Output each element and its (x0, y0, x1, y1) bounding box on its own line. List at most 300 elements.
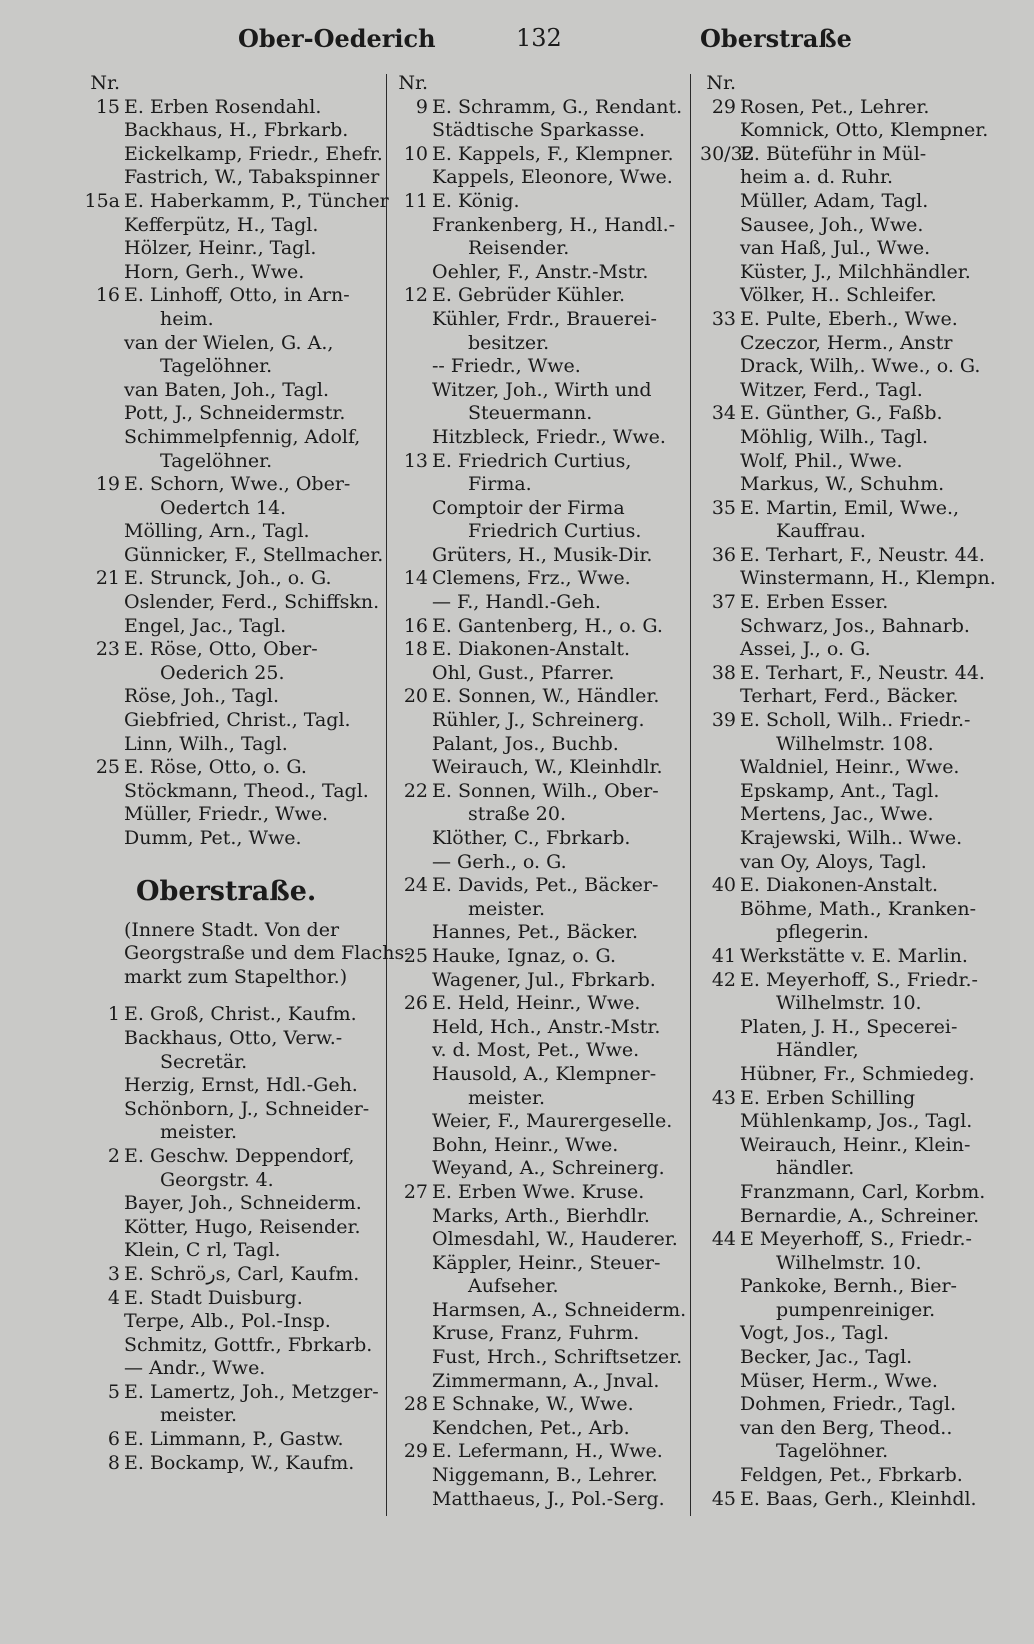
entry-text: Rühler, J., Schreinerg. (432, 709, 645, 732)
column-2 (392, 72, 686, 1511)
entry-text: Tagelöhner. (160, 355, 273, 378)
directory-line (392, 851, 686, 875)
entry-text: Röse, Joh., Tagl. (124, 685, 280, 708)
directory-line (700, 72, 992, 96)
entry-text: Backhaus, Otto, Verw.- (124, 1026, 343, 1049)
house-number: 33 (711, 307, 736, 330)
entry-text: Tagelöhner. (160, 449, 273, 472)
directory-line (84, 1216, 380, 1240)
entry-text: E. Diakonen-Anstalt. (740, 874, 939, 897)
directory-line (392, 355, 686, 379)
directory-line (392, 1157, 686, 1181)
directory-line (84, 497, 380, 521)
house-number: 42 (711, 968, 736, 991)
entry-text: Komnick, Otto, Klempner. (740, 119, 989, 142)
directory-line (700, 733, 992, 757)
directory-line (700, 615, 992, 639)
directory-line (700, 1134, 992, 1158)
entry-text: meister. (468, 897, 546, 920)
directory-line (84, 1287, 380, 1311)
entry-text: Hübner, Fr., Schmiedeg. (740, 1062, 975, 1085)
entry-text: van der Wielen, G. A., (124, 331, 334, 354)
directory-line (84, 919, 380, 943)
entry-text: Stöckmann, Theod., Tagl. (124, 779, 369, 802)
directory-line (392, 544, 686, 568)
directory-line (392, 1016, 686, 1040)
entry-text: Mertens, Jac., Wwe. (740, 803, 934, 826)
section-title: Oberstraße. (136, 875, 317, 907)
house-number: 44 (711, 1228, 736, 1251)
entry-text: Hausold, A., Klempner- (432, 1062, 657, 1085)
entry-text: E. Günther, G., Faßb. (740, 402, 943, 425)
entry-text: Kefferpütz, H., Tagl. (124, 213, 319, 236)
entry-text: Harmsen, A., Schneiderm. (432, 1298, 687, 1321)
directory-line (700, 1228, 992, 1252)
running-header-right: Oberstraße (700, 24, 852, 53)
directory-line (700, 214, 992, 238)
directory-line (392, 1205, 686, 1229)
entry-text: Weirauch, Heinr., Klein- (740, 1133, 971, 1156)
entry-text: Fastrich, W., Tabakspinner (124, 166, 380, 189)
entry-text: E. Meyerhoff, S., Friedr.- (740, 968, 978, 991)
entry-text: van den Berg, Theod.. (740, 1416, 953, 1439)
house-number: 45 (711, 1487, 736, 1510)
directory-line (700, 96, 992, 120)
entry-text: Giebfried, Christ., Tagl. (124, 709, 351, 732)
house-number: 29 (711, 95, 736, 118)
directory-line (84, 662, 380, 686)
entry-text: pflegerin. (776, 921, 869, 944)
entry-text: E. Martin, Emil, Wwe., (740, 496, 960, 519)
entry-text: E. Terhart, F., Neustr. 44. (740, 661, 985, 684)
entry-text: E. Kappels, F., Klempner. (432, 142, 674, 165)
entry-text: Mühlenkamp, Jos., Tagl. (740, 1110, 973, 1133)
entry-text: Müller, Friedr., Wwe. (124, 803, 329, 826)
entry-text: Clemens, Frz., Wwe. (432, 567, 631, 590)
entry-text: E Schnake, W., Wwe. (432, 1393, 634, 1416)
directory-line (700, 1063, 992, 1087)
entry-text: E. Limmann, P., Gastw. (124, 1428, 344, 1451)
entry-text: Winstermann, H., Klempn. (740, 567, 996, 590)
entry-text: Städtische Sparkasse. (432, 119, 645, 142)
entry-text: Platen, J. H., Specerei- (740, 1015, 958, 1038)
entry-text: Wagener, Jul., Fbrkarb. (432, 968, 656, 991)
entry-text: Dohmen, Friedr., Tagl. (740, 1393, 957, 1416)
directory-line (700, 355, 992, 379)
entry-text: Krajewski, Wilh.. Wwe. (740, 827, 963, 849)
directory-line (392, 591, 686, 615)
house-number: 4 (107, 1286, 120, 1309)
directory-line (700, 520, 992, 544)
entry-text: E. Gebrüder Kühler. (432, 284, 625, 307)
directory-line (700, 261, 992, 285)
directory-line (700, 638, 992, 662)
entry-text: Grüters, H., Musik-Dir. (432, 543, 653, 566)
entry-text: Reisender. (468, 237, 570, 260)
directory-line (392, 1134, 686, 1158)
entry-text: Küster, J., Milchhändler. (740, 260, 971, 283)
house-number: 39 (711, 709, 736, 732)
directory-line (392, 379, 686, 403)
directory-line (700, 1205, 992, 1229)
directory-line (84, 450, 380, 474)
directory-line (700, 685, 992, 709)
house-number: 19 (95, 473, 120, 496)
column-divider (386, 74, 387, 1516)
directory-line (84, 543, 384, 568)
house-number: 11 (403, 189, 428, 212)
house-number: 15a (84, 189, 120, 212)
entry-text: Bohn, Heinr., Wwe. (432, 1133, 619, 1156)
directory-line (84, 1145, 380, 1169)
directory-line (392, 1252, 686, 1276)
directory-line (84, 591, 380, 615)
directory-line (84, 520, 380, 544)
directory-line (84, 332, 380, 356)
entry-text: Händler, (776, 1039, 859, 1062)
house-number: 25 (403, 944, 428, 967)
directory-line (392, 756, 686, 780)
entry-text: van Haß, Jul., Wwe. (740, 237, 931, 260)
directory-line (700, 1016, 992, 1040)
directory-line (700, 284, 992, 308)
entry-text: E. Erben Wwe. Kruse. (432, 1180, 645, 1203)
entry-text: E. Sonnen, W., Händler. (432, 685, 660, 708)
directory-line (392, 214, 686, 238)
entry-text: E. Friedrich Curtius, (432, 449, 632, 472)
house-number: 10 (403, 142, 428, 165)
entry-text: Klein, C rl, Tagl. (124, 1239, 281, 1262)
directory-line (392, 567, 686, 591)
directory-line (392, 733, 686, 757)
entry-text: Pankoke, Bernh., Bier- (740, 1275, 957, 1298)
entry-text: Wilhelmstr. 108. (776, 732, 934, 755)
directory-line (84, 803, 380, 827)
directory-line (84, 1334, 380, 1358)
entry-text: Georgstraße und dem Flachs- (124, 942, 411, 965)
directory-line (84, 1381, 380, 1405)
entry-text: Kötter, Hugo, Reisender. (124, 1215, 361, 1238)
entry-text: E. Schramm, G., Rendant. (432, 95, 683, 118)
directory-line (392, 497, 686, 521)
directory-line (84, 1239, 380, 1263)
directory-line (700, 1275, 992, 1299)
directory-line (84, 214, 380, 238)
entry-text: Comptoir der Firma (432, 496, 625, 519)
entry-text: E. Strunck, Joh., o. G. (124, 567, 332, 590)
entry-text: Sausee, Joh., Wwe. (740, 213, 924, 236)
column-divider (690, 74, 691, 1516)
entry-text: E Meyerhoff, S., Friedr.- (740, 1228, 972, 1251)
directory-line (84, 1121, 380, 1145)
column-3 (700, 72, 996, 1511)
directory-line (392, 1393, 686, 1417)
directory-line (392, 1087, 686, 1111)
directory-line (84, 189, 389, 214)
entry-text: Weirauch, W., Kleinhdlr. (432, 756, 663, 779)
entry-text: Günnicker, F., Stellmacher. (124, 543, 384, 566)
entry-text: Oehler, F., Anstr.-Mstr. (432, 260, 649, 283)
directory-line (392, 308, 686, 332)
entry-text: Firma. (468, 473, 532, 496)
directory-line (700, 780, 992, 804)
entry-text: v. d. Most, Pet., Wwe. (432, 1039, 640, 1062)
entry-text: E. Groß, Christ., Kaufm. (124, 1003, 357, 1026)
directory-line (700, 1087, 992, 1111)
entry-text: van Oy, Aloys, Tagl. (740, 850, 927, 873)
entry-text: E. Stadt Duisburg. (124, 1286, 303, 1309)
directory-line (700, 1488, 992, 1512)
entry-text: Pott, J., Schneidermstr. (124, 402, 346, 425)
directory-line (84, 119, 380, 143)
block-gap (84, 989, 380, 1003)
directory-line (392, 1228, 686, 1252)
entry-text: Dumm, Pet., Wwe. (124, 827, 302, 849)
entry-text: Klöther, C., Fbrkarb. (432, 827, 631, 849)
directory-line (392, 1488, 686, 1512)
entry-text: — F., Handl.-Geh. (432, 591, 601, 614)
directory-line (84, 1404, 380, 1428)
entry-text: E. Lefermann, H., Wwe. (432, 1440, 663, 1463)
house-number: 12 (403, 284, 428, 307)
directory-line (392, 874, 686, 898)
entry-text: van Baten, Joh., Tagl. (124, 378, 330, 401)
directory-line (700, 332, 992, 356)
entry-text: Weyand, A., Schreinerg. (432, 1157, 665, 1180)
directory-line (392, 1110, 686, 1134)
running-header-left: Ober-Oederich (238, 24, 436, 53)
entry-text: Müser, Herm., Wwe. (740, 1369, 938, 1392)
entry-text: heim. (160, 307, 214, 330)
entry-text: heim a. d. Ruhr. (740, 166, 894, 189)
entry-text: Engel, Jac., Tagl. (124, 614, 287, 637)
entry-text: Kühler, Frdr., Brauerei- (432, 307, 657, 330)
directory-line (392, 190, 686, 214)
directory-line (392, 119, 686, 143)
entry-text: E. Linhoff, Otto, in Arn- (124, 284, 350, 307)
directory-line (392, 1063, 686, 1087)
entry-text: Epskamp, Ant., Tagl. (740, 779, 940, 802)
entry-text: Fust, Hrch., Schriftsetzer. (432, 1346, 683, 1369)
directory-line (84, 615, 380, 639)
entry-text: E. Sonnen, Wilh., Ober- (432, 779, 659, 802)
entry-text: Herzig, Ernst, Hdl.-Geh. (124, 1074, 358, 1097)
entry-text: meister. (468, 1086, 546, 1109)
house-number: 28 (403, 1393, 428, 1416)
directory-line (84, 355, 380, 379)
entry-text: Waldniel, Heinr., Wwe. (740, 756, 960, 779)
directory-line (392, 1440, 686, 1464)
directory-line (700, 1039, 992, 1063)
house-number: 2 (107, 1144, 120, 1167)
entry-text: Marks, Arth., Bierhdlr. (432, 1204, 650, 1227)
entry-text: E. Bockamp, W., Kaufm. (124, 1451, 355, 1474)
directory-line (84, 72, 380, 96)
house-number: 13 (403, 449, 428, 472)
directory-line (392, 450, 686, 474)
entry-text: Müller, Adam, Tagl. (740, 189, 929, 212)
entry-text: Matthaeus, J., Pol.-Serg. (432, 1487, 665, 1510)
directory-line (84, 1027, 380, 1051)
directory-line (700, 1181, 992, 1205)
directory-line (392, 1039, 686, 1063)
directory-line (392, 969, 686, 993)
directory-line (700, 1370, 992, 1394)
directory-line (700, 992, 992, 1016)
house-number: 30/32 (700, 142, 755, 165)
entry-text: Georgstr. 4. (160, 1168, 274, 1191)
directory-line (392, 803, 686, 827)
entry-text: (Innere Stadt. Von der (124, 918, 340, 941)
entry-text: Linn, Wilh., Tagl. (124, 732, 288, 755)
directory-line (84, 142, 383, 167)
directory-line (392, 685, 686, 709)
directory-line (392, 1299, 686, 1323)
entry-text: Vogt, Jos., Tagl. (740, 1322, 890, 1345)
house-number: 36 (711, 543, 736, 566)
directory-line (84, 96, 380, 120)
directory-line (700, 1417, 992, 1441)
entry-text: Terpe, Alb., Pol.-Insp. (124, 1310, 331, 1333)
entry-text: Olmesdahl, W., Hauderer. (432, 1228, 678, 1251)
directory-line (700, 1110, 992, 1134)
directory-line (700, 166, 992, 190)
entry-text: Drack, Wilh,. Wwe., o. G. (740, 355, 981, 378)
entry-text: Weier, F., Maurergeselle. (432, 1110, 673, 1133)
entry-text: Hitzbleck, Friedr., Wwe. (432, 425, 666, 448)
house-number: Nr. (706, 72, 736, 94)
entry-text: Hauke, Ignaz, o. G. (432, 944, 617, 967)
house-number: 6 (107, 1428, 120, 1451)
entry-text: Hannes, Pet., Bäcker. (432, 921, 639, 944)
directory-line (84, 1192, 380, 1216)
entry-text: Schönborn, J., Schneider- (124, 1097, 370, 1120)
directory-line (392, 402, 686, 426)
entry-text: Wilhelmstr. 10. (776, 992, 922, 1015)
directory-line (392, 921, 686, 945)
directory-line (392, 96, 686, 120)
directory-line (700, 827, 992, 851)
entry-text: Becker, Jac., Tagl. (740, 1346, 913, 1369)
entry-text: Held, Hch., Anstr.-Mstr. (432, 1015, 661, 1038)
entry-text: E. Pulte, Eberh., Wwe. (740, 307, 958, 330)
directory-line (700, 1393, 992, 1417)
entry-text: E. Davids, Pet., Bäcker- (432, 874, 659, 897)
entry-text: E. Erben Schilling (740, 1086, 916, 1109)
entry-text: Werkstätte v. E. Marlin. (740, 944, 968, 967)
entry-text: Schwarz, Jos., Bahnarb. (740, 614, 970, 637)
entry-text: Friedrich Curtius. (468, 520, 642, 543)
entry-text: E. Schröرs, Carl, Kaufm. (124, 1262, 360, 1285)
entry-text: meister. (160, 1404, 238, 1427)
house-number: 3 (107, 1262, 120, 1285)
entry-text: Czeczor, Herm., Anstr (740, 331, 953, 354)
directory-line (84, 426, 380, 450)
entry-text: Secretär. (160, 1050, 248, 1073)
entry-text: Steuermann. (468, 402, 593, 425)
entry-text: Franzmann, Carl, Korbm. (740, 1180, 986, 1203)
house-number: 40 (711, 874, 736, 897)
directory-line (700, 1157, 992, 1181)
directory-line (700, 402, 992, 426)
entry-text: Aufseher. (468, 1275, 559, 1298)
directory-line (84, 284, 380, 308)
entry-text: Horn, Gerh., Wwe. (124, 260, 305, 283)
house-number: 16 (95, 284, 120, 307)
directory-line (392, 1275, 686, 1299)
directory-line (392, 615, 686, 639)
directory-line (392, 166, 686, 190)
house-number: 20 (403, 685, 428, 708)
directory-line (700, 426, 992, 450)
directory-line (84, 1003, 380, 1027)
entry-text: E. König. (432, 189, 520, 212)
house-number: 43 (711, 1086, 736, 1109)
house-number: 26 (403, 992, 428, 1015)
directory-line (700, 1322, 992, 1346)
directory-line (700, 544, 992, 568)
directory-line (392, 992, 686, 1016)
directory-line (392, 72, 686, 96)
house-number: 25 (95, 756, 120, 779)
directory-line (392, 638, 686, 662)
entry-text: Bernardie, A., Schreiner. (740, 1204, 980, 1227)
entry-text: Tagelöhner. (776, 1440, 889, 1463)
directory-line (84, 1357, 380, 1381)
directory-line (84, 942, 411, 966)
entry-text: E. Held, Heinr., Wwe. (432, 992, 641, 1015)
entry-text: Böhme, Math., Kranken- (740, 897, 977, 920)
directory-line (700, 851, 992, 875)
house-number: 41 (711, 944, 736, 967)
entry-text: Kauffrau. (776, 520, 866, 543)
entry-text: E. Gantenberg, H., o. G. (432, 614, 663, 637)
entry-text: Wolf, Phil., Wwe. (740, 449, 903, 472)
entry-text: händler. (776, 1157, 855, 1180)
directory-line (392, 1181, 686, 1205)
entry-text: Mölling, Arn., Tagl. (124, 520, 310, 543)
entry-text: Schmitz, Gottfr., Fbrkarb. (124, 1333, 373, 1356)
directory-line (84, 166, 380, 190)
directory-line (700, 662, 992, 686)
directory-line (392, 709, 686, 733)
directory-line (84, 709, 380, 733)
directory-line (84, 1169, 380, 1193)
entry-text: Rosen, Pet., Lehrer. (740, 95, 930, 118)
directory-line (392, 520, 686, 544)
entry-text: meister. (160, 1121, 238, 1144)
entry-text: E. Büteführ in Mül- (740, 142, 927, 165)
directory-line (700, 237, 992, 261)
directory-line (392, 662, 686, 686)
house-number: 27 (403, 1180, 428, 1203)
entry-text: Oslender, Ferd., Schiffskn. (124, 591, 380, 614)
house-number: 24 (403, 874, 428, 897)
entry-text: Völker, H.. Schleifer. (740, 284, 937, 307)
entry-text: Niggemann, B., Lehrer. (432, 1464, 658, 1487)
entry-text: Palant, Jos., Buchb. (432, 732, 619, 755)
entry-text: Eickelkamp, Friedr., Ehefr. (124, 142, 383, 165)
directory-line (84, 966, 380, 990)
entry-text: E. Röse, Otto, Ober- (124, 638, 318, 661)
entry-text: Terhart, Ferd., Bäcker. (740, 685, 959, 708)
directory-line (700, 450, 992, 474)
directory-line (84, 685, 380, 709)
directory-line (84, 1452, 380, 1476)
entry-text: E. Lamertz, Joh., Metzger- (124, 1380, 379, 1403)
entry-text: E. Terhart, F., Neustr. 44. (740, 543, 985, 566)
house-number: 38 (711, 661, 736, 684)
